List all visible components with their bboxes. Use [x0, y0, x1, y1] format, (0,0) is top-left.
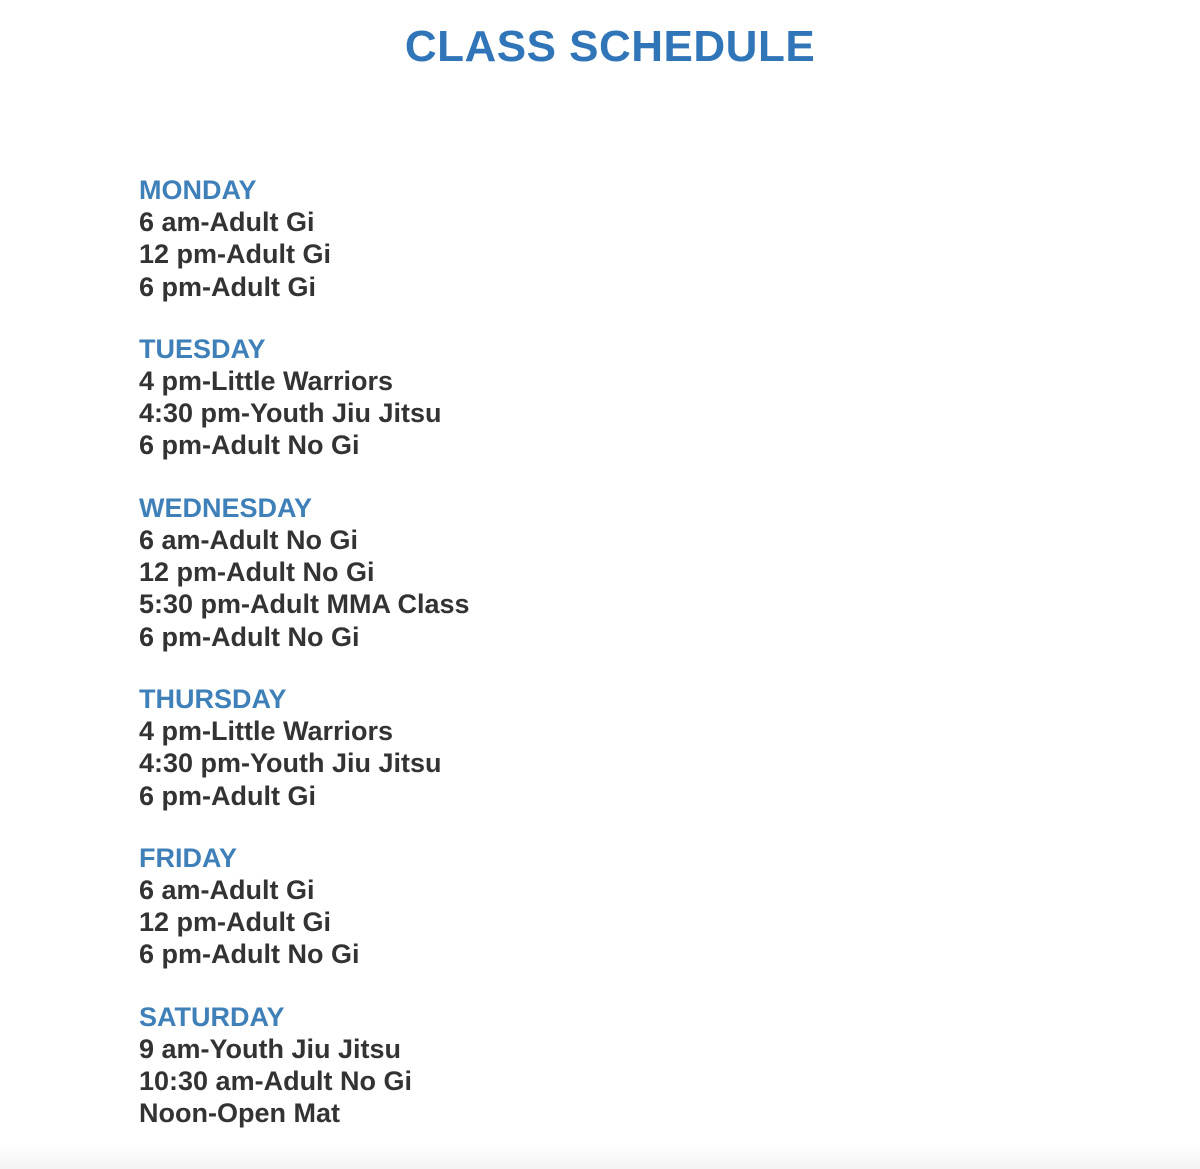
day-block-wednesday — [139, 492, 470, 653]
class-entry: 4:30 pm-Youth Jiu Jitsu — [139, 748, 442, 779]
page-title: CLASS SCHEDULE — [404, 22, 816, 71]
class-entry: Noon-Open Mat — [139, 1098, 340, 1129]
day-heading: FRIDAY — [139, 842, 238, 873]
class-entry: 5:30 pm-Adult MMA Class — [139, 589, 470, 620]
class-entry: 6 pm-Adult No Gi — [139, 430, 360, 461]
class-entry: 4:30 pm-Youth Jiu Jitsu — [139, 398, 442, 429]
class-schedule — [139, 174, 470, 1160]
day-block-monday — [139, 174, 470, 303]
class-entry: 6 am-Adult Gi — [139, 874, 315, 905]
class-entry: 6 pm-Adult Gi — [139, 780, 316, 811]
day-block-tuesday — [139, 333, 470, 462]
class-entry: 4 pm-Little Warriors — [139, 365, 394, 396]
day-block-friday — [139, 842, 470, 971]
class-entry: 6 pm-Adult No Gi — [139, 621, 360, 652]
class-entry: 12 pm-Adult No Gi — [139, 557, 375, 588]
day-block-saturday — [139, 1001, 470, 1130]
day-heading: TUESDAY — [139, 333, 266, 364]
class-entry: 12 pm-Adult Gi — [139, 239, 332, 270]
day-heading: MONDAY — [139, 175, 257, 205]
class-entry: 10:30 am-Adult No Gi — [139, 1066, 413, 1097]
class-entry: 6 pm-Adult Gi — [139, 271, 316, 302]
day-heading: THURSDAY — [139, 683, 287, 714]
class-entry: 6 am-Adult No Gi — [139, 524, 359, 555]
class-entry: 12 pm-Adult Gi — [139, 907, 332, 938]
class-entry: 6 pm-Adult No Gi — [139, 939, 360, 970]
day-heading: SATURDAY — [139, 1001, 285, 1032]
class-entry: 4 pm-Little Warriors — [139, 715, 394, 746]
bottom-fade — [0, 1143, 1200, 1169]
class-entry: 6 am-Adult Gi — [139, 207, 315, 237]
day-block-thursday — [139, 683, 470, 812]
day-heading: WEDNESDAY — [139, 492, 313, 523]
class-entry: 9 am-Youth Jiu Jitsu — [139, 1033, 402, 1064]
